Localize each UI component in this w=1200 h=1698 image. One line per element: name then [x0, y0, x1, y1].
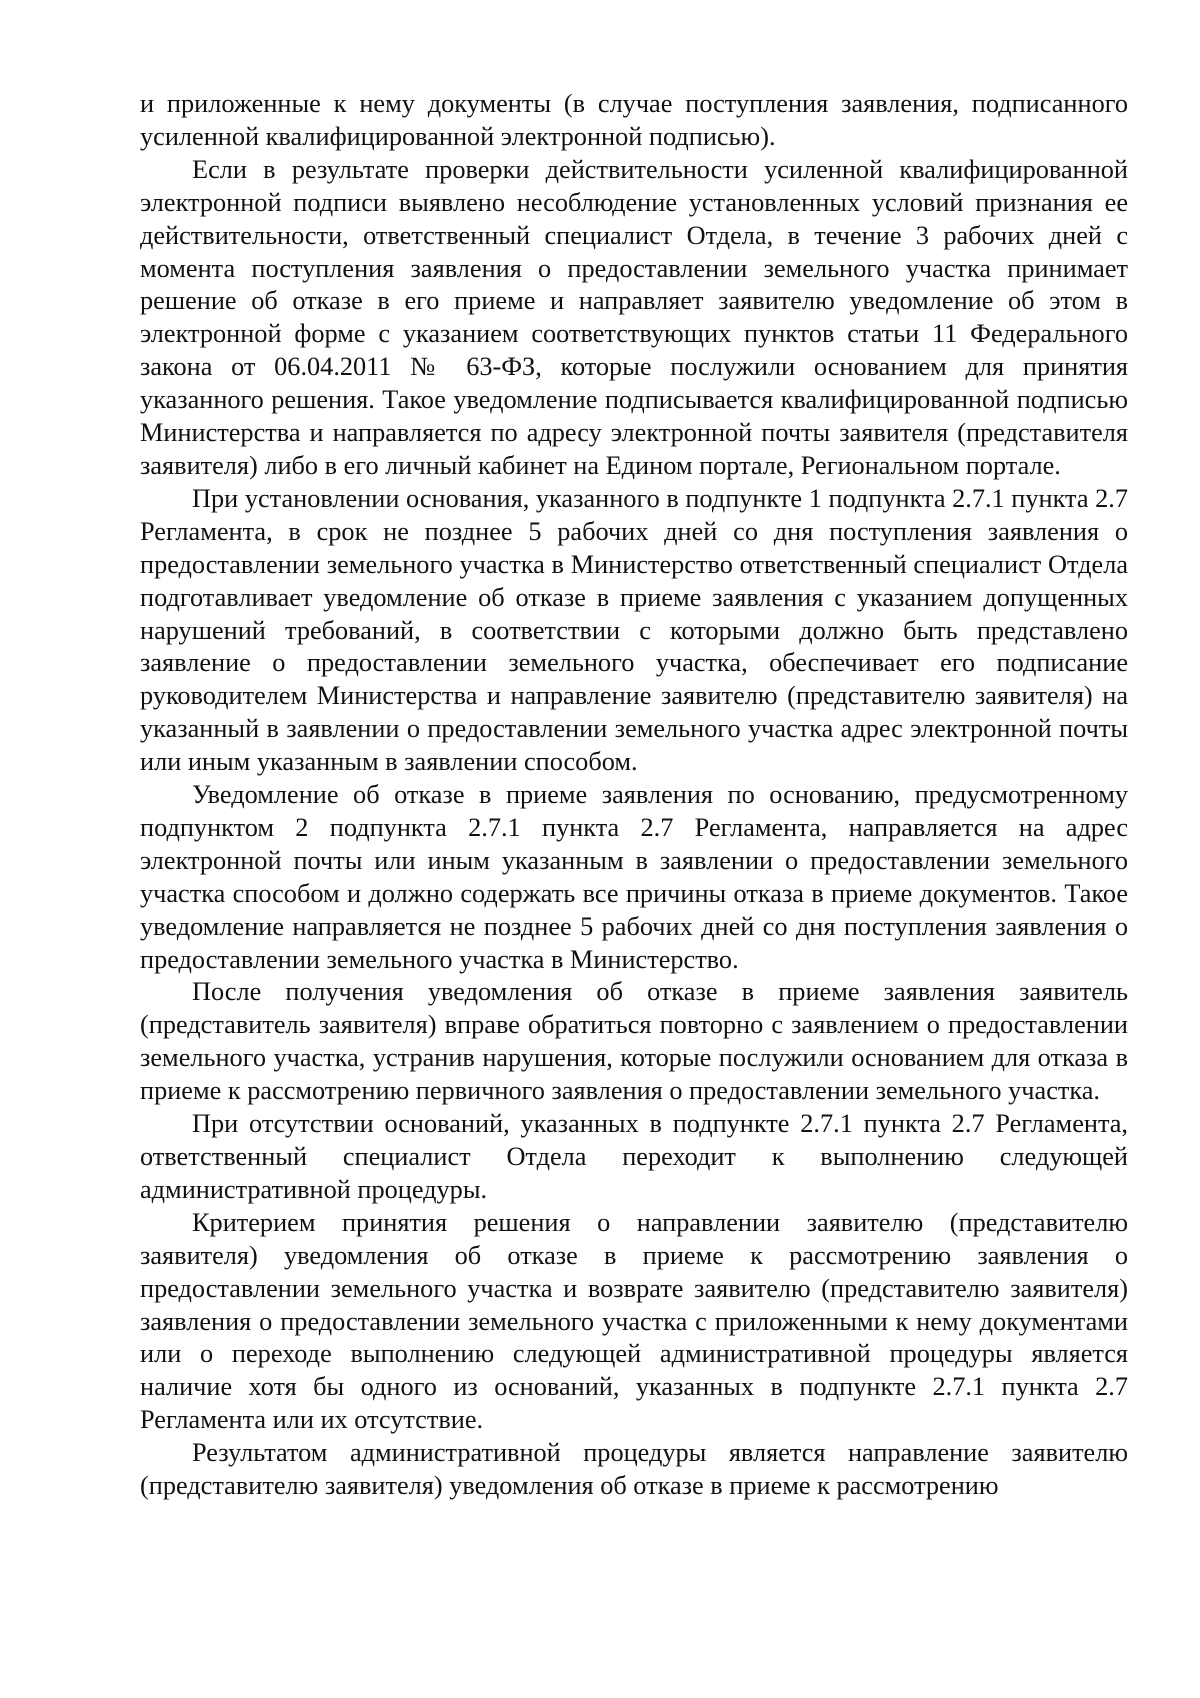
paragraph-signature-check: Если в результате проверки действительности усиленной квалифицированной электронной подписи выявлено несоблюдение установленных условий признания ее действительности, ответственный специалист Отдела, в течение 3 рабочих дней с момента поступления заявления о предоставлении земельного участка принимает решение об отказе в его приеме и направляет заявителю уведомление об этом в электронной форме с указанием соответствующих пунктов статьи 11 Федерального закона от 06.04.2011 № 63-ФЗ, которые послужили основанием для принятия указанного решения. Такое уведомление подписывается квалифицированной подписью Министерства и направляется по адресу электронной почты заявителя (представителя заявителя) либо в его личный кабинет на Едином портале, Региональном портале. — [140, 154, 1128, 480]
paragraph-repeat-application: После получения уведомления об отказе в приеме заявления заявитель (представитель заявителя) вправе обратиться повторно с заявлением о предоставлении земельного участка, устранив нарушения, которые послужили основанием для отказа в приеме к рассмотрению первичного заявления о предоставлении земельного участка. — [140, 977, 1128, 1106]
paragraph-continuation: и приложенные к нему документы (в случае поступления заявления, подписанного усиленной квалифицированной электронной подписью). — [140, 89, 1128, 151]
document-page — [140, 88, 1128, 1503]
paragraph-ground-1: При установлении основания, указанного в подпункте 1 подпункта 2.7.1 пункта 2.7 Регламента, в срок не позднее 5 рабочих дней со дня поступления заявления о предоставлении земельного участка в Министерство ответственный специалист Отдела подготавливает уведомление об отказе в приеме заявления с указанием допущенных нарушений требований, в соответствии с которыми должно быть представлено заявление о предоставлении земельного участка, обеспечивает его подписание руководителем Министерства и направление заявителю (представителю заявителя) на указанный в заявлении о предоставлении земельного участка адрес электронной почты или иным указанным в заявлении способом. — [140, 483, 1128, 777]
paragraph-no-grounds: При отсутствии оснований, указанных в подпункте 2.7.1 пункта 2.7 Регламента, ответственный специалист Отдела переходит к выполнению следующей административной процедуры. — [140, 1109, 1128, 1204]
paragraph-result: Результатом административной процедуры является направление заявителю (представителю заявителя) уведомления об отказе в приеме к рассмотрению — [140, 1438, 1128, 1501]
paragraph-criterion: Критерием принятия решения о направлении заявителю (представителю заявителя) уведомления об отказе в приеме к рассмотрению заявления о предоставлении земельного участка и возврате заявителю (представителю заявителя) заявления о предоставлении земельного участка с приложенными к нему документами или о переходе выполнению следующей административной процедуры является наличие хотя бы одного из оснований, указанных в подпункте 2.7.1 пункта 2.7 Регламента или их отсутствие. — [140, 1207, 1128, 1435]
paragraph-ground-2: Уведомление об отказе в приеме заявления по основанию, предусмотренному подпунктом 2 подпункта 2.7.1 пункта 2.7 Регламента, направляется на адрес электронной почты или иным указанным в заявлении о предоставлении земельного участка способом и должно содержать все причины отказа в приеме документов. Такое уведомление направляется не позднее 5 рабочих дней со дня поступления заявления о предоставлении земельного участка в Министерство. — [140, 780, 1128, 974]
